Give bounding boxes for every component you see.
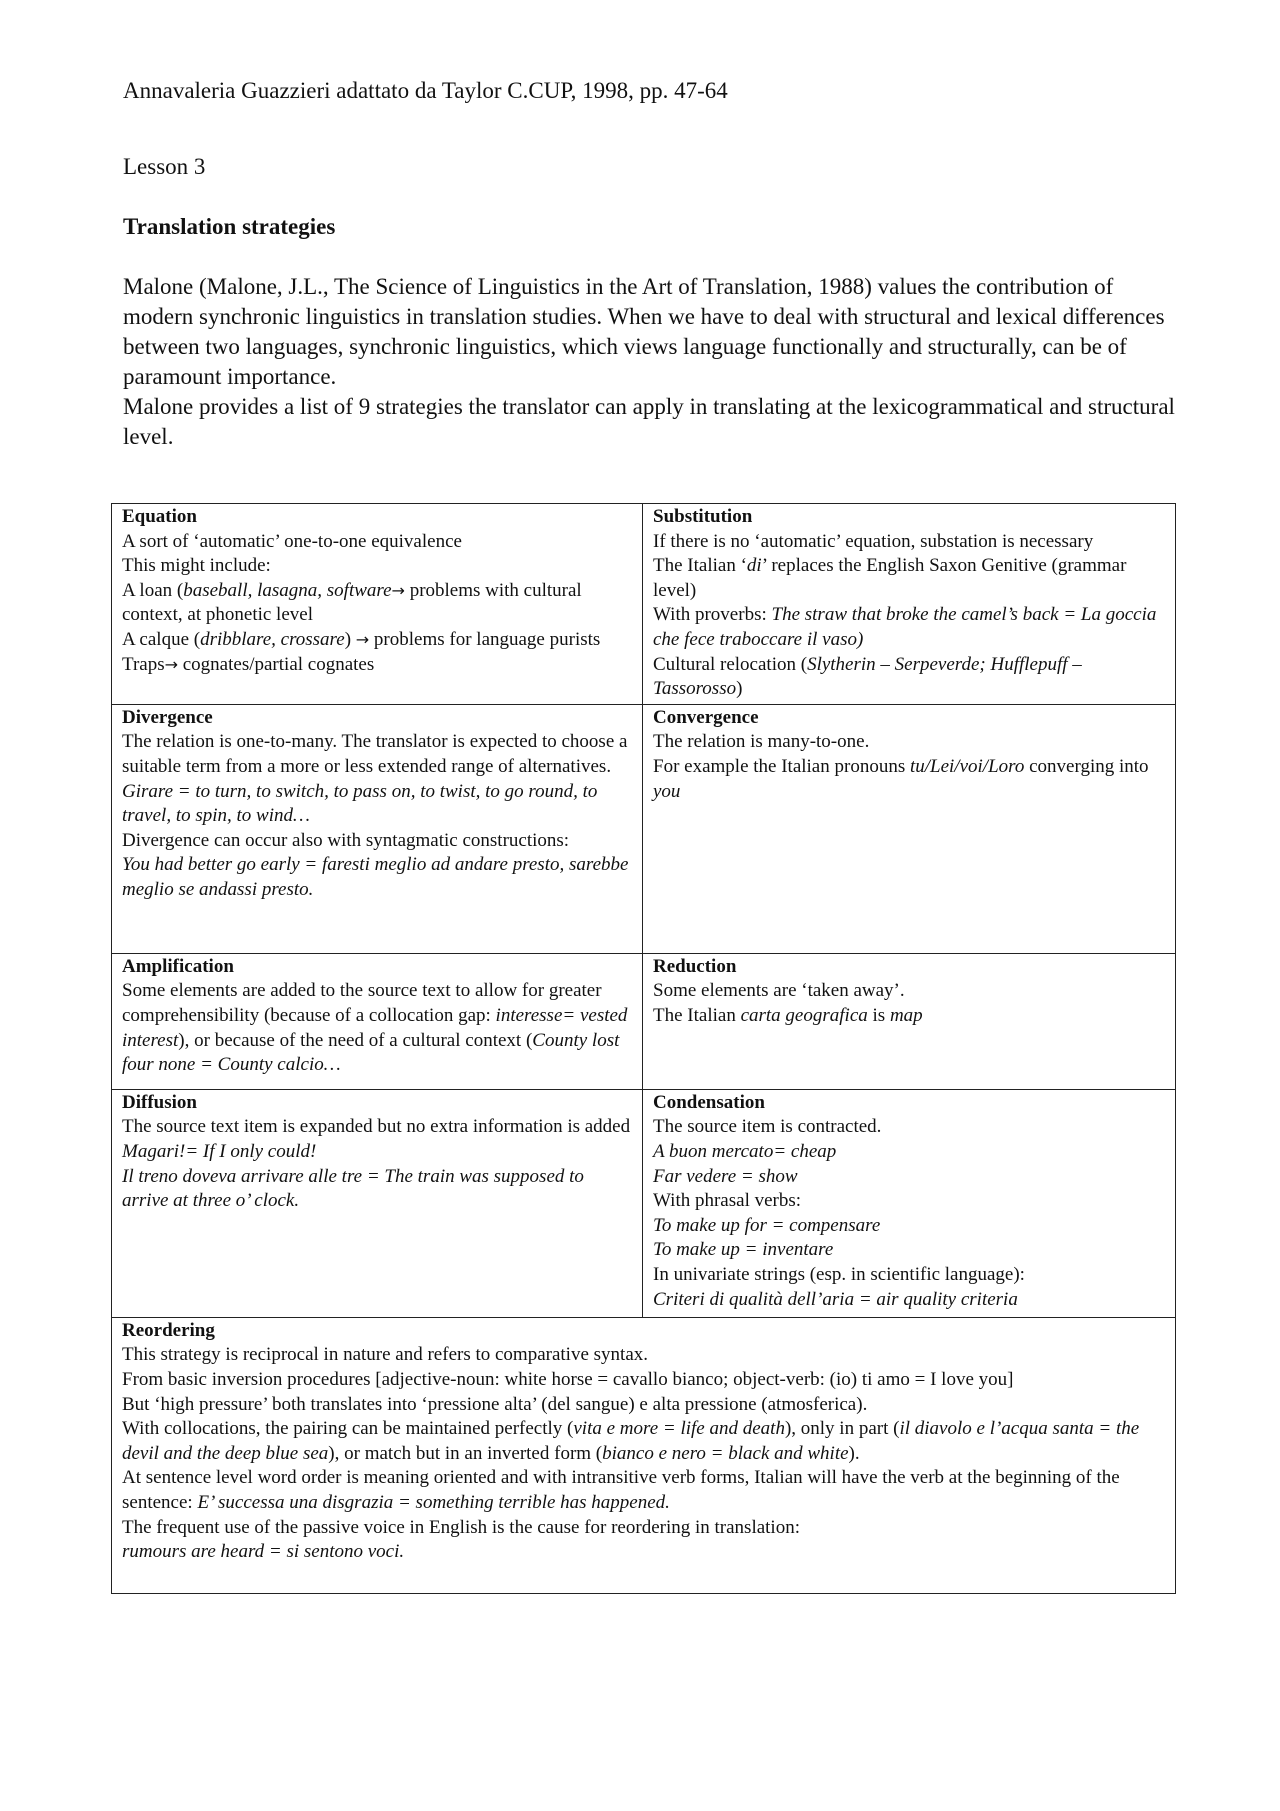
cell-amplification: [112, 953, 643, 1089]
cell-text: In univariate strings (esp. in scientific language):: [653, 1263, 1025, 1285]
cell-convergence: [643, 704, 1176, 953]
cell-text: This strategy is reciprocal in nature and refers to comparative syntax.: [122, 1344, 648, 1366]
cell-text: A loan (baseball, lasagna, software→ problems with cultural context, at phonetic level: [122, 579, 582, 626]
table-row: [112, 1089, 1176, 1317]
strategies-table: [111, 503, 1176, 1594]
cell-text: rumours are heard = si sentono voci.: [122, 1541, 405, 1563]
cell-text: Traps→ cognates/partial cognates: [122, 653, 375, 675]
cell-text: To make up for = compensare: [653, 1214, 881, 1236]
cell-substitution: [643, 504, 1176, 705]
cell-text: This might include:: [122, 555, 271, 577]
cell-text: Some elements are added to the source text to allow for greater comprehensibility (because of a collocation gap: interesse= vested interest), or because of the need of a cultural context (County lost four none = County calcio…: [122, 980, 628, 1076]
cell-diffusion: [112, 1089, 643, 1317]
cell-text: But ‘high pressure’ both translates into ‘pressione alta’ (del sangue) e alta pressione (atmosferica).: [122, 1393, 868, 1415]
cell-text: The source text item is expanded but no extra information is added: [122, 1116, 631, 1138]
cell-text: Girare = to turn, to switch, to pass on, to twist, to go round, to travel, to spin, to wind…: [122, 780, 598, 827]
cell-text: A sort of ‘automatic’ one-to-one equivalence: [122, 530, 462, 552]
cell-text: You had better go early = faresti meglio ad andare presto, sarebbe meglio se andassi presto.: [122, 854, 629, 900]
arrow-icon: →: [355, 629, 370, 649]
cell-text: Criteri di qualità dell’aria = air quality criteria: [653, 1288, 1018, 1310]
cell-text: With collocations, the pairing can be maintained perfectly (vita e more = life and death), only in part (il diavolo e l’acqua santa = the devil and the deep blue sea), or match but in an inverted form (bianco e nero = black and white).: [122, 1418, 1140, 1464]
intro-paragraph: Malone (Malone, J.L., The Science of Linguistics in the Art of Translation, 1988) values the contribution of modern synchronic linguistics in translation studies. When we have to deal with structural and lexical differences between two languages, synchronic linguistics, which views language functionally and structurally, can be of paramount importance.: [123, 274, 1165, 389]
cell-heading: Reduction: [653, 955, 737, 977]
cell-reordering: [112, 1317, 1176, 1593]
cell-divergence: [112, 704, 643, 953]
intro-paragraph: Malone provides a list of 9 strategies the translator can apply in translating at the lexicogrammatical and structural level.: [123, 394, 1175, 449]
source-citation: Annavaleria Guazzieri adattato da Taylor C.CUP, 1998, pp. 47-64: [123, 78, 728, 103]
cell-condensation: [643, 1089, 1176, 1317]
cell-text: At sentence level word order is meaning oriented and with intransitive verb forms, Italian will have the verb at the beginning of the sentence: E’ successa una disgrazia = something terrible has happened.: [122, 1467, 1120, 1513]
cell-text: Far vedere = show: [653, 1165, 798, 1187]
cell-equation: [112, 504, 643, 705]
cell-text: With phrasal verbs:: [653, 1190, 802, 1212]
cell-heading: Divergence: [122, 706, 213, 728]
cell-text: Magari!= If I only could!: [122, 1140, 317, 1162]
cell-text: If there is no ‘automatic’ equation, substation is necessary: [653, 530, 1094, 552]
table-row: [112, 704, 1176, 953]
table-row: [112, 1317, 1176, 1593]
cell-heading: Diffusion: [122, 1091, 197, 1113]
cell-text: The relation is one-to-many. The translator is expected to choose a suitable term from a more or less extended range of alternatives.: [122, 731, 628, 777]
cell-heading: Equation: [122, 506, 197, 527]
cell-text: Divergence can occur also with syntagmatic constructions:: [122, 829, 570, 851]
cell-text: Cultural relocation (Slytherin – Serpeverde; Hufflepuff – Tassorosso): [653, 653, 1082, 700]
cell-heading: Amplification: [122, 955, 234, 977]
arrow-icon: →: [164, 654, 178, 674]
cell-text: The source item is contracted.: [653, 1116, 882, 1138]
cell-text: For example the Italian pronouns tu/Lei/voi/Loro converging into you: [653, 755, 1149, 802]
cell-text: From basic inversion procedures [adjective-noun: white horse = cavallo bianco; object-verb: (io) ti amo = I love you]: [122, 1368, 1014, 1390]
table-row: [112, 953, 1176, 1089]
cell-heading: Substitution: [653, 506, 753, 527]
intro-text: [123, 272, 1183, 452]
cell-text: The frequent use of the passive voice in English is the cause for reordering in translation:: [122, 1516, 800, 1538]
cell-text: Some elements are ‘taken away’.: [653, 980, 905, 1002]
cell-reduction: [643, 953, 1176, 1089]
cell-text: A buon mercato= cheap: [653, 1140, 837, 1162]
table-row: [112, 504, 1176, 705]
cell-text: The Italian ‘di’ replaces the English Saxon Genitive (grammar level): [653, 555, 1127, 601]
cell-text: With proverbs: The straw that broke the camel’s back = La goccia che fece traboccare il vaso): [653, 604, 1157, 650]
cell-text: Il treno doveva arrivare alle tre = The train was supposed to arrive at three o’ clock.: [122, 1165, 584, 1212]
cell-heading: Condensation: [653, 1091, 765, 1113]
cell-heading: Reordering: [122, 1319, 215, 1341]
cell-text: A calque (dribblare, crossare) → problems for language purists: [122, 628, 601, 650]
cell-text: The relation is many-to-one.: [653, 731, 870, 753]
cell-heading: Convergence: [653, 706, 759, 728]
cell-text: The Italian carta geografica is map: [653, 1004, 923, 1026]
cell-text: To make up = inventare: [653, 1239, 834, 1261]
page-title: Translation strategies: [123, 214, 336, 239]
arrow-icon: →: [391, 580, 405, 600]
lesson-label: Lesson 3: [123, 154, 206, 179]
